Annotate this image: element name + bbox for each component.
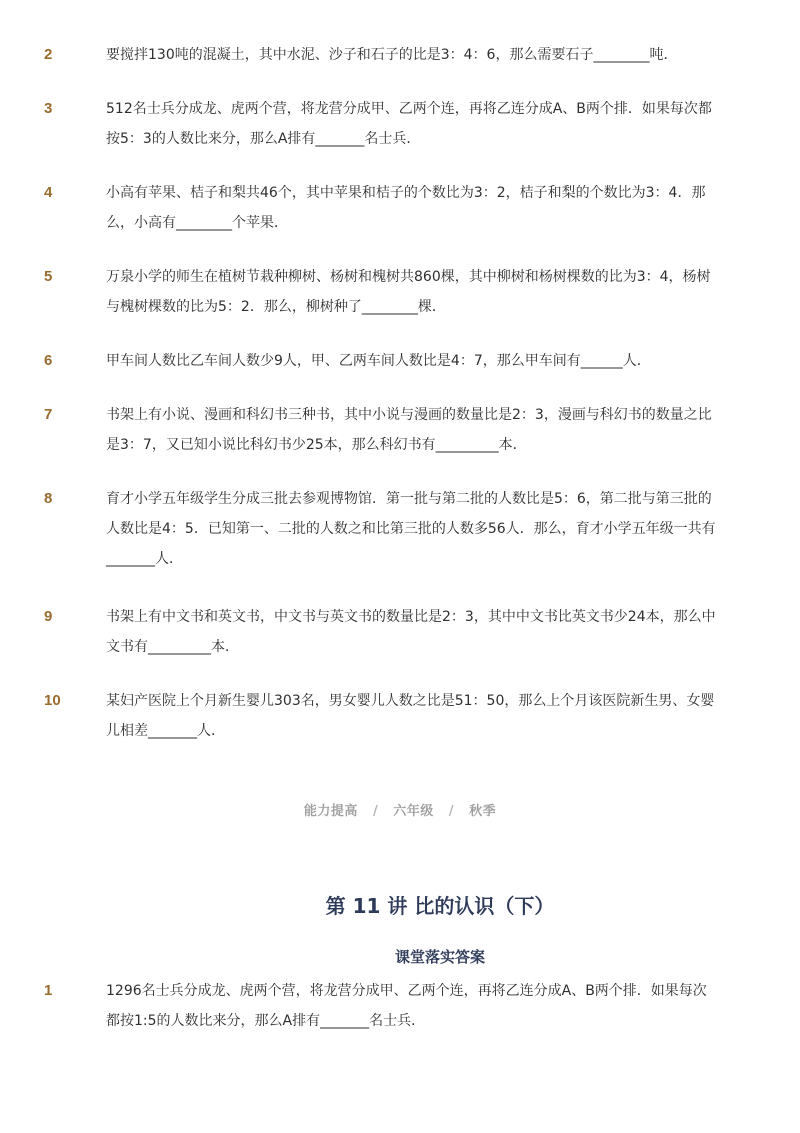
- footer-grade: 六年级: [393, 804, 434, 819]
- footer-separator: /: [372, 804, 379, 819]
- problem-number: 4: [44, 184, 53, 201]
- problem-number: 9: [44, 608, 53, 625]
- problem-text: 万泉小学的师生在植树节栽种柳树、杨树和槐树共860棵，其中柳树和杨树棵数的比为3：4，杨树与槐树棵数的比为5：2．那么，柳树种了________棵．: [106, 269, 711, 315]
- problem-number: 10: [44, 692, 61, 709]
- problem-text: 甲车间人数比乙车间人数少9人，甲、乙两车间人数比是4：7，那么甲车间有______人．: [106, 353, 651, 369]
- page-footer: [0, 800, 800, 819]
- problem-text: 书架上有中文书和英文书，中文书与英文书的数量比是2：3，其中中文书比英文书少24本，那么中文书有_________本．: [106, 609, 716, 655]
- problem-text: 育才小学五年级学生分成三批去参观博物馆．第一批与第二批的人数比是5：6，第二批与第三批的人数比是4：5．已知第一、二批的人数之和比第三批的人数多56人．那么，育才小学五年级一共有_______人．: [106, 491, 716, 567]
- section-title: 课堂落实答案: [394, 948, 485, 966]
- problem-text: 1296名士兵分成龙、虎两个营，将龙营分成甲、乙两个连，再将乙连分成A、B两个排．如果每次都按1:5的人数比来分，那么A排有_______名士兵．: [106, 983, 707, 1029]
- lecture-title: 第 11 讲 比的认识（下）: [325, 894, 555, 918]
- problem-text: 某妇产医院上个月新生婴儿303名，男女婴儿人数之比是51：50，那么上个月该医院新生男、女婴儿相差_______人．: [106, 693, 715, 739]
- problem-number: 7: [44, 406, 53, 423]
- problem-number: 6: [44, 352, 53, 369]
- problem-number: 2: [44, 46, 53, 63]
- problem-text: 小高有苹果、桔子和梨共46个，其中苹果和桔子的个数比为3：2，桔子和梨的个数比为3：4．那么，小高有________个苹果．: [106, 185, 706, 231]
- problem-text: 书架上有小说、漫画和科幻书三种书，其中小说与漫画的数量比是2：3，漫画与科幻书的数量之比是3：7，又已知小说比科幻书少25本，那么科幻书有_________本．: [106, 407, 712, 453]
- footer-term: 秋季: [469, 804, 497, 819]
- footer-separator: /: [448, 804, 455, 819]
- problem-number: 5: [44, 268, 53, 285]
- problem-text: 要搅拌130吨的混凝土，其中水泥、沙子和石子的比是3：4：6，那么需要石子________吨．: [106, 47, 678, 63]
- problem-number: 1: [44, 982, 53, 999]
- problem-number: 3: [44, 100, 53, 117]
- problem-text: 512名士兵分成龙、虎两个营，将龙营分成甲、乙两个连，再将乙连分成A、B两个排．如果每次都按5：3的人数比来分，那么A排有_______名士兵．: [106, 101, 712, 147]
- problem-number: 8: [44, 490, 53, 507]
- footer-course: 能力提高: [303, 804, 358, 819]
